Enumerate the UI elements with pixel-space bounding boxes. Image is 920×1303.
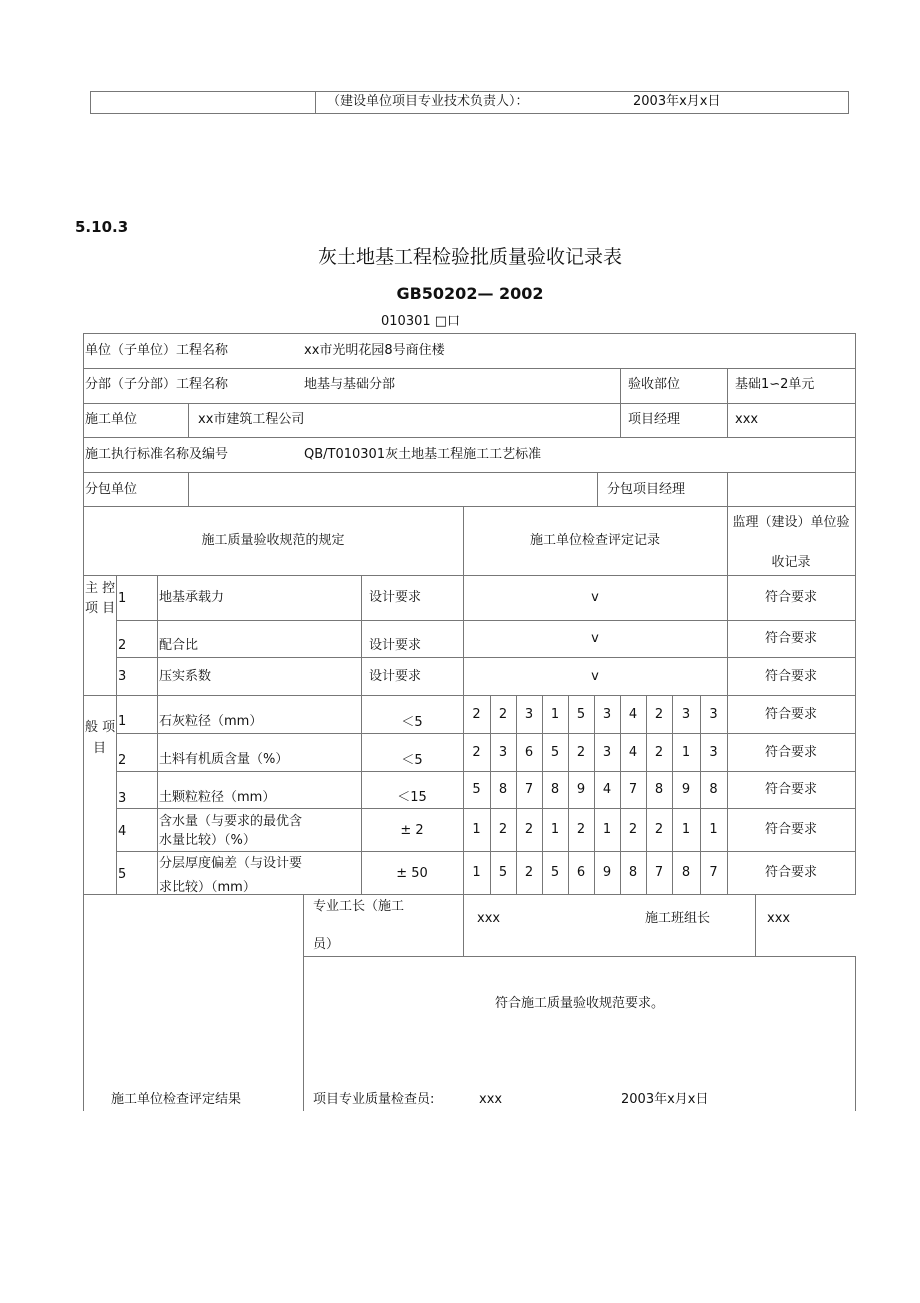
item-requirement: 设计要求: [369, 638, 422, 653]
item-name: 含水量（与要求的最优含: [159, 814, 303, 829]
item-result: 符合要求: [764, 590, 817, 605]
item-name: 分层厚度偏差（与设计要: [159, 856, 303, 871]
contractor-label: 施工单位: [85, 412, 138, 427]
measured-value: 5: [576, 707, 586, 722]
item-name: 压实系数: [159, 669, 212, 684]
measured-value: 6: [576, 865, 586, 880]
measured-value: 8: [628, 865, 638, 880]
item-requirement: ＜5: [401, 715, 423, 730]
conclusion-text: 符合施工质量验收规范要求。: [494, 996, 664, 1011]
measured-value: 7: [654, 865, 664, 880]
check-header: 施工单位检查评定记录: [529, 533, 660, 548]
project-manager-label: 项目经理: [628, 412, 681, 427]
measured-value: 5: [550, 745, 560, 760]
check-mark: v: [591, 631, 599, 646]
measured-value: 4: [628, 707, 638, 722]
accept-part-label: 验收部位: [628, 377, 681, 392]
measured-value: 1: [472, 822, 481, 837]
measured-value: 2: [498, 822, 508, 837]
measured-value: 3: [602, 745, 612, 760]
item-name-cont: 求比较）（mm）: [159, 880, 256, 895]
inspector-value: xxx: [479, 1092, 503, 1107]
check-mark: v: [591, 669, 599, 684]
page-title: 灰土地基工程检验批质量验收记录表: [317, 246, 622, 268]
foreman-label: 专业工长（施工: [313, 899, 405, 914]
contractor-value: xx市建筑工程公司: [198, 412, 305, 427]
check-mark: v: [591, 590, 599, 605]
team-leader-label: 施工班组长: [645, 911, 711, 926]
item-requirement: ＜15: [397, 790, 427, 805]
row-number: 1: [118, 714, 127, 729]
project-manager-value: xxx: [735, 412, 759, 427]
item-requirement: 设计要求: [369, 669, 422, 684]
form-code: 010301 □口: [381, 314, 461, 329]
spec-header: 施工质量验收规范的规定: [201, 533, 345, 548]
measured-value: 8: [709, 782, 718, 797]
item-result: 符合要求: [764, 631, 817, 646]
unit-value: xx市光明花园8号商住楼: [304, 343, 445, 358]
measured-value: 2: [654, 745, 664, 760]
measured-value: 2: [524, 865, 534, 880]
measured-value: 2: [654, 707, 664, 722]
main-items-label-2: 项 目: [85, 601, 116, 616]
measured-value: 8: [654, 782, 664, 797]
measured-value: 6: [524, 745, 534, 760]
measured-value: 3: [602, 707, 612, 722]
supervise-header-2: 收记录: [771, 555, 811, 570]
measured-value: 3: [498, 745, 508, 760]
measured-value: 1: [472, 865, 481, 880]
measured-value: 8: [681, 865, 691, 880]
item-requirement: 设计要求: [369, 590, 422, 605]
measured-value: 7: [628, 782, 638, 797]
standard-code: GB50202— 2002: [396, 284, 544, 303]
row-number: 3: [118, 791, 127, 806]
standard-label: 施工执行标准名称及编号: [85, 447, 229, 462]
measured-value: 2: [498, 707, 508, 722]
item-result: 符合要求: [764, 707, 817, 722]
row-number: 2: [118, 753, 127, 768]
measured-value: 9: [576, 782, 586, 797]
measured-value: 1: [602, 822, 612, 837]
item-result: 符合要求: [764, 669, 817, 684]
foreman-label-cont: 员）: [313, 937, 340, 952]
item-name: 地基承载力: [159, 590, 225, 605]
result-label: 施工单位检查评定结果: [111, 1092, 242, 1107]
item-requirement: ± 2: [400, 823, 424, 838]
measured-value: 1: [681, 822, 691, 837]
inspector-label: 项目专业质量检查员:: [313, 1092, 435, 1107]
row-number: 1: [118, 591, 127, 606]
inspection-date: 2003年x月x日: [621, 1092, 709, 1107]
measured-value: 5: [498, 865, 508, 880]
general-items-label-1: 般 项: [85, 720, 116, 735]
measured-value: 8: [550, 782, 560, 797]
item-name: 土料有机质含量（%）: [159, 752, 289, 767]
measured-value: 2: [628, 822, 638, 837]
item-requirement: ＜5: [401, 753, 423, 768]
sub-pm-label: 分包项目经理: [607, 482, 686, 497]
unit-label: 单位（子单位）工程名称: [85, 343, 229, 358]
accept-part-value: 基础1∽2单元: [735, 377, 815, 392]
measured-value: 3: [524, 707, 534, 722]
row-number: 2: [118, 638, 127, 653]
measured-value: 9: [602, 865, 612, 880]
measured-value: 1: [709, 822, 718, 837]
item-result: 符合要求: [764, 865, 817, 880]
supervise-header-1: 监理（建设）单位验: [732, 515, 850, 530]
measured-value: 3: [709, 707, 718, 722]
item-result: 符合要求: [764, 822, 817, 837]
measured-value: 3: [709, 745, 718, 760]
measured-value: 2: [472, 707, 481, 722]
division-label: 分部（子分部）工程名称: [85, 377, 229, 392]
standard-value: QB/T010301灰土地基工程施工工艺标准: [304, 447, 542, 462]
measured-value: 4: [628, 745, 638, 760]
measured-value: 1: [681, 745, 691, 760]
measured-value: 4: [602, 782, 612, 797]
measured-value: 2: [654, 822, 664, 837]
measured-value: 1: [550, 707, 560, 722]
measured-value: 3: [681, 707, 691, 722]
general-items-label-2: 目: [93, 741, 107, 756]
measured-value: 7: [709, 865, 718, 880]
row-number: 5: [118, 867, 127, 882]
measured-value: 2: [576, 745, 586, 760]
measured-value: 2: [576, 822, 586, 837]
measured-value: 5: [550, 865, 560, 880]
foreman-value: xxx: [477, 911, 501, 926]
item-requirement: ± 50: [396, 866, 428, 881]
measured-value: 7: [524, 782, 534, 797]
measured-value: 9: [681, 782, 691, 797]
team-leader-value: xxx: [767, 911, 791, 926]
subcontractor-label: 分包单位: [85, 482, 138, 497]
item-name: 石灰粒径（mm）: [159, 714, 263, 729]
item-result: 符合要求: [764, 745, 817, 760]
row-number: 3: [118, 669, 127, 684]
item-name-cont: 水量比较）（%）: [159, 833, 256, 848]
division-value: 地基与基础分部: [304, 377, 396, 392]
item-name: 配合比: [159, 638, 199, 653]
item-name: 土颗粒粒径（mm）: [159, 790, 276, 805]
item-result: 符合要求: [764, 782, 817, 797]
measured-value: 2: [472, 745, 481, 760]
signer-label: （建设单位项目专业技术负责人）：: [327, 94, 529, 109]
signer-date: 2003年x月x日: [633, 94, 721, 109]
section-number: 5.10.3: [75, 218, 129, 236]
measured-value: 2: [524, 822, 534, 837]
row-number: 4: [118, 824, 127, 839]
measured-value: 1: [550, 822, 560, 837]
measured-value: 5: [472, 782, 481, 797]
main-items-label-1: 主 控: [85, 581, 116, 596]
measured-value: 8: [498, 782, 508, 797]
